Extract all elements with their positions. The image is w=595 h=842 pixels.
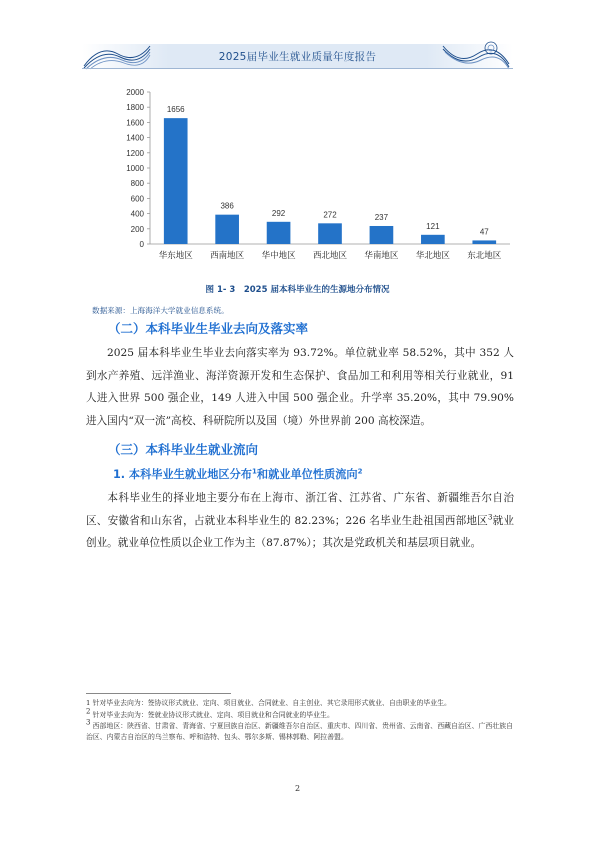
- y-tick-label: 1600: [126, 118, 144, 128]
- x-tick-label: 华南地区: [364, 251, 399, 261]
- employment-paragraph-part1: 本科毕业生的择业地主要分布在上海市、浙江省、江苏省、广东省、新疆维吾尔自治区、安徽省和山东省，占就业本科毕业生的 82.23%；226 名毕业生赴祖国西部地区: [86, 492, 514, 527]
- footnote-ref-1[interactable]: 1: [252, 467, 257, 476]
- report-header-title: 2025届毕业生就业质量年度报告: [218, 51, 377, 63]
- data-label: 121: [426, 221, 440, 231]
- footnote-3-number: 3: [86, 718, 91, 727]
- data-label: 272: [323, 210, 337, 220]
- employment-region-paragraph: [86, 487, 514, 555]
- destination-paragraph-text: 2025 届本科毕业生毕业去向落实率为 93.72%。单位就业率 58.52%，其中 352 人到水产养殖、远洋渔业、海洋资源开发和生态保护、食品加工和利用等相关行业就业，91 人进入世界 500 强企业，149 人进入中国 500 强企业。升学率 35.20%，其中 79.90%进入国内“双一流”高校、科研院所以及国（境）外世界前 200 高校深造。: [86, 347, 514, 427]
- footnotes: [86, 698, 518, 743]
- section-heading-employment-flow: （三）本科毕业生就业流向: [108, 442, 259, 457]
- bar-5: [421, 235, 445, 244]
- data-label: 1656: [166, 105, 185, 115]
- x-tick-label: 东北地区: [467, 251, 502, 261]
- bar-1: [215, 215, 239, 244]
- footnote-2-text: 针对毕业去向为：签就业协议形式就业、定向、项目就业和合同就业的毕业生。: [92, 710, 334, 719]
- y-tick-label: 0: [139, 240, 144, 249]
- footnote-1-number: 1: [86, 699, 91, 707]
- x-tick-label: 华北地区: [415, 251, 450, 261]
- footnote-2: [86, 707, 518, 721]
- sub-heading-region-distribution: [113, 466, 362, 482]
- footnote-3-text: 西部地区：陕西省、甘肃省、青海省、宁夏回族自治区、新疆维吾尔自治区、重庆市、四川省、贵州省、云南省、西藏自治区、广西壮族自治区、内蒙古自治区的乌兰察布、呼和浩特、包头、鄂尔多斯、锡林郭勒、阿拉善盟。: [86, 722, 513, 741]
- bar-2: [267, 222, 291, 244]
- y-tick-label: 2000: [126, 88, 144, 97]
- data-source-note: 数据来源：上海海洋大学就业信息系统。: [92, 306, 229, 315]
- x-tick-label: 华中地区: [261, 251, 296, 261]
- y-tick-label: 600: [130, 194, 144, 204]
- footnote-ref-3[interactable]: 3: [487, 512, 493, 521]
- y-tick-label: 1200: [126, 148, 144, 158]
- employment-paragraph-part2: 就业创业。就业单位性质以企业工作为主（87.87%）；其次是党政机关和基层项目就业。: [86, 514, 514, 549]
- footnote-2-number: 2: [86, 707, 91, 716]
- footnote-1: [86, 698, 518, 709]
- footnote-3: [86, 718, 518, 742]
- origin-region-bar-chart: [110, 78, 520, 268]
- footnote-ref-2[interactable]: 2: [357, 467, 363, 476]
- data-label: 237: [374, 212, 389, 222]
- y-tick-label: 1800: [126, 103, 144, 113]
- y-tick-label: 1400: [126, 133, 144, 143]
- x-tick-label: 华东地区: [158, 251, 193, 261]
- y-tick-label: 200: [130, 224, 144, 234]
- x-tick-label: 西北地区: [312, 251, 348, 261]
- page-number: 2: [294, 784, 301, 793]
- bar-3: [318, 223, 342, 244]
- section-heading-destination: （二）本科毕业生毕业去向及落实率: [108, 321, 309, 336]
- figure-caption: 图 1- 3 2025 届本科毕业生的生源地分布情况: [205, 285, 390, 295]
- data-label: 292: [271, 208, 286, 218]
- sub-heading-part2: 和就业单位性质流向: [256, 468, 358, 481]
- footnote-1-text: 针对毕业去向为：签协议形式就业、定向、项目就业、合同就业、自主创业、其它录用形式就业、自由职业的毕业生。: [92, 699, 451, 707]
- bar-0: [164, 118, 188, 244]
- footnote-divider: [86, 693, 231, 694]
- data-label: 386: [220, 201, 234, 211]
- x-tick-label: 西南地区: [210, 251, 245, 261]
- destination-paragraph: [86, 342, 514, 432]
- y-tick-label: 1000: [126, 164, 144, 173]
- y-tick-label: 400: [130, 209, 144, 219]
- data-label: 47: [479, 227, 489, 237]
- header-divider: [82, 68, 513, 69]
- y-tick-label: 800: [130, 179, 144, 189]
- sub-heading-part1: 1. 本科毕业生就业地区分布: [113, 468, 252, 481]
- bar-4: [370, 226, 394, 244]
- bar-6: [472, 240, 496, 244]
